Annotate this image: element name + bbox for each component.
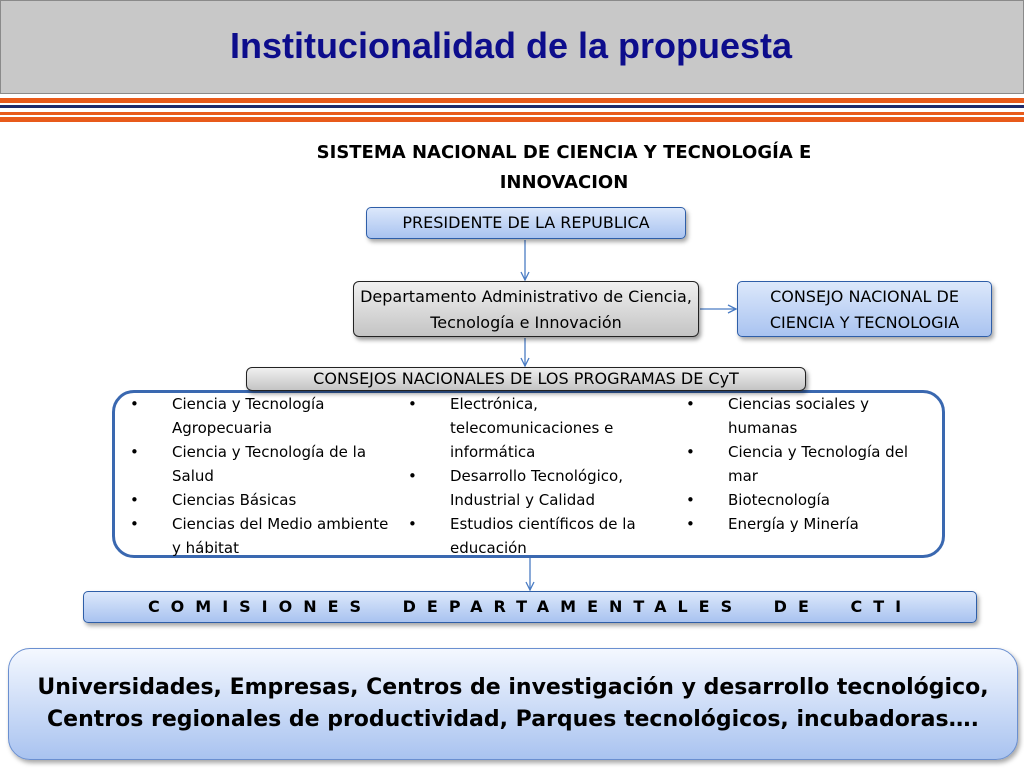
bullet: •: [686, 515, 695, 533]
program-label: Ciencia y Tecnología Agropecuaria: [172, 395, 325, 437]
programs-column-1: [130, 392, 390, 560]
header-stripe: [0, 112, 1024, 115]
bullet: •: [408, 395, 417, 413]
consejo-nacional-node: CONSEJO NACIONAL DE CIENCIA Y TECNOLOGIA: [737, 281, 992, 337]
institutions-box: [8, 648, 1018, 760]
header-stripe: [0, 117, 1024, 122]
consejos-programas-node: CONSEJOS NACIONALES DE LOS PROGRAMAS DE CyT: [246, 367, 806, 391]
program-label: Estudios científicos de la educación: [450, 515, 636, 557]
bullet: •: [686, 395, 695, 413]
program-item: [130, 440, 390, 488]
program-label: Biotecnología: [728, 491, 830, 509]
program-label: Ciencia y Tecnología de la Salud: [172, 443, 367, 485]
bullet: •: [130, 491, 139, 509]
program-item: [130, 512, 390, 560]
program-item: [408, 512, 668, 560]
program-label: Ciencias sociales y humanas: [728, 395, 870, 437]
bullet: •: [408, 467, 417, 485]
program-item: [686, 392, 936, 440]
program-item: [686, 440, 936, 488]
program-item: [408, 392, 668, 464]
program-label: Ciencia y Tecnología del mar: [728, 443, 909, 485]
programs-column-2: [408, 392, 668, 560]
comisiones-node: COMISIONES DEPARTAMENTALES DE CTI: [83, 591, 977, 623]
program-item: [686, 512, 936, 536]
bullet: •: [130, 443, 139, 461]
bullet: •: [686, 491, 695, 509]
bullet: •: [130, 395, 139, 413]
program-item: [408, 464, 668, 512]
header-stripe: [0, 98, 1024, 103]
program-label: Ciencias Básicas: [172, 491, 297, 509]
slide-title: Institucionalidad de la propuesta: [229, 25, 793, 66]
program-label: Desarrollo Tecnológico, Industrial y Calidad: [450, 467, 623, 509]
header-stripe: [0, 105, 1024, 108]
president-node: PRESIDENTE DE LA REPUBLICA: [366, 207, 686, 239]
bullet: •: [686, 443, 695, 461]
department-node: Departamento Administrativo de Ciencia, Tecnología e Innovación: [353, 281, 699, 337]
program-item: [130, 392, 390, 440]
bullet: •: [130, 515, 139, 533]
programs-column-3: [686, 392, 936, 536]
program-item: [130, 488, 390, 512]
program-label: Ciencias del Medio ambiente y hábitat: [172, 515, 389, 557]
program-item: [686, 488, 936, 512]
system-title: SISTEMA NACIONAL DE CIENCIA Y TECNOLOGÍA E INNOVACION: [316, 142, 812, 193]
institutions-text: Universidades, Empresas, Centros de investigación y desarrollo tecnológico, Centros regionales de productividad, Parques tecnológicos, incubadoras….: [37, 675, 989, 732]
program-label: Energía y Minería: [728, 515, 859, 533]
program-label: Electrónica, telecomunicaciones e informática: [450, 395, 614, 461]
bullet: •: [408, 515, 417, 533]
